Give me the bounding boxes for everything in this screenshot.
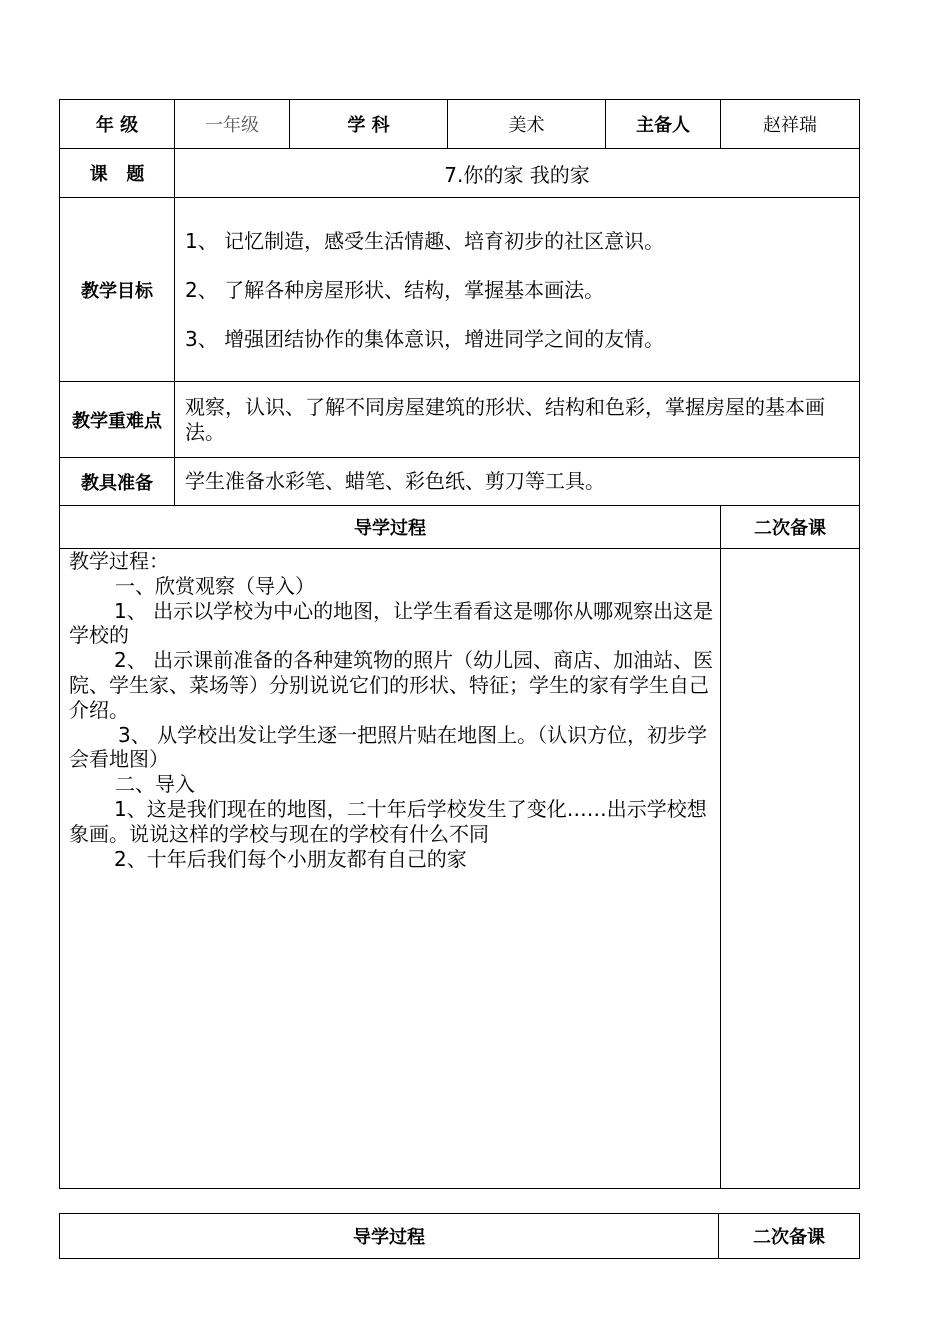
process-header-row [60, 506, 860, 549]
second-prep-label: 二次备课 [721, 506, 860, 549]
lesson-plan-table [59, 99, 860, 1189]
lead-label: 主备人 [606, 100, 721, 149]
topic-value: 7.你的家 我的家 [175, 149, 860, 198]
objective-item: 2、 了解各种房屋形状、结构，掌握基本画法。 [185, 277, 605, 302]
process-line: 2、 出示课前准备的各种建筑物的照片（幼儿园、商店、加油站、医院、学生家、菜场等）分别说说它们的形状、特征；学生的家有学生自己介绍。 [69, 648, 714, 722]
grade-label: 年 级 [60, 100, 175, 149]
second-prep-label: 二次备课 [719, 1214, 860, 1259]
key-points-label: 教学重难点 [60, 382, 175, 458]
objectives-row [60, 198, 860, 382]
key-points-value: 观察，认识、了解不同房屋建筑的形状、结构和色彩，掌握房屋的基本画法。 [175, 382, 860, 458]
objectives-list [175, 198, 860, 382]
process-line: 教学过程： [69, 549, 169, 573]
lesson-plan-table-page2 [59, 1213, 860, 1259]
process-line: 一、欣赏观察（导入） [115, 573, 315, 598]
topic-label: 课 题 [60, 149, 175, 198]
process-label: 导学过程 [60, 1214, 719, 1259]
objectives-label: 教学目标 [60, 198, 175, 382]
second-prep-content [721, 549, 860, 1189]
topic-row [60, 149, 860, 198]
subject-value: 美术 [448, 100, 606, 149]
key-points-row [60, 382, 860, 458]
process-line: 二、导入 [115, 772, 195, 797]
process-content-row [60, 549, 860, 1189]
process-header-row [60, 1214, 860, 1259]
objective-item: 1、 记忆制造，感受生活情趣、培育初步的社区意识。 [185, 228, 665, 253]
lead-value: 赵祥瑞 [721, 100, 860, 149]
materials-value: 学生准备水彩笔、蜡笔、彩色纸、剪刀等工具。 [175, 458, 860, 506]
objective-item: 3、 增强团结协作的集体意识，增进同学之间的友情。 [185, 326, 665, 351]
grade-value: 一年级 [175, 100, 290, 149]
process-line: 3、 从学校出发让学生逐一把照片贴在地图上。（认识方位，初步学会看地图） [69, 722, 708, 772]
materials-row [60, 458, 860, 506]
process-label: 导学过程 [60, 506, 721, 549]
process-line: 1、 出示以学校为中心的地图，让学生看看这是哪你从哪观察出这是学校的 [69, 598, 714, 648]
header-row [60, 100, 860, 149]
process-content [60, 549, 721, 1189]
subject-label: 学 科 [290, 100, 448, 149]
process-line: 2、十年后我们每个小朋友都有自己的家 [114, 846, 467, 871]
process-line: 1、这是我们现在的地图，二十年后学校发生了变化……出示学校想象画。说说这样的学校与现在的学校有什么不同 [69, 796, 707, 846]
materials-label: 教具准备 [60, 458, 175, 506]
